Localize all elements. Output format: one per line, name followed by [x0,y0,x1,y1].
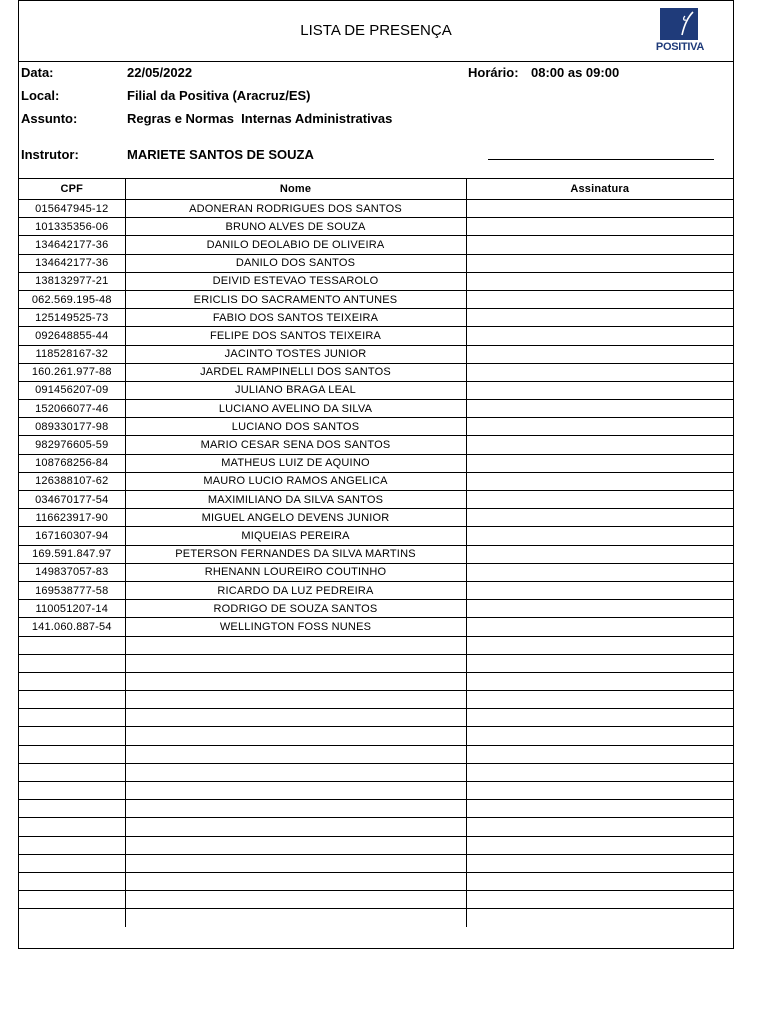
table-row [19,636,733,654]
instrutor-value: MARIETE SANTOS DE SOUZA [127,147,314,162]
nome-cell: MAXIMILIANO DA SILVA SANTOS [125,491,466,509]
assinatura-cell[interactable] [466,818,733,836]
column-header-cpf: CPF [19,178,125,200]
assinatura-cell[interactable] [466,236,733,254]
logo-text: POSITIVA [655,41,705,53]
nome-cell [125,727,466,745]
table-row [19,454,733,472]
nome-cell [125,891,466,909]
nome-cell: MATHEUS LUIZ DE AQUINO [125,454,466,472]
nome-cell: DANILO DEOLABIO DE OLIVEIRA [125,236,466,254]
table-row [19,745,733,763]
assinatura-cell[interactable] [466,600,733,618]
nome-cell: PETERSON FERNANDES DA SILVA MARTINS [125,545,466,563]
nome-cell [125,763,466,781]
assinatura-cell[interactable] [466,381,733,399]
table-row [19,854,733,872]
assinatura-cell[interactable] [466,254,733,272]
table-row [19,545,733,563]
nome-cell [125,745,466,763]
assinatura-cell[interactable] [466,436,733,454]
column-header-nome: Nome [125,178,466,200]
assinatura-cell[interactable] [466,782,733,800]
cpf-cell [19,636,125,654]
table-row [19,563,733,581]
cpf-cell: 169538777-58 [19,581,125,599]
data-label: Data: [21,65,54,80]
table-row [19,290,733,308]
nome-cell: FABIO DOS SANTOS TEIXEIRA [125,309,466,327]
cpf-cell: 125149525-73 [19,309,125,327]
table-row [19,400,733,418]
cpf-cell: 108768256-84 [19,454,125,472]
assinatura-cell[interactable] [466,836,733,854]
cpf-cell: 110051207-14 [19,600,125,618]
assinatura-cell[interactable] [466,891,733,909]
cpf-cell: 149837057-83 [19,563,125,581]
table-row [19,709,733,727]
table-row [19,672,733,690]
table-row [19,763,733,781]
assinatura-cell[interactable] [466,672,733,690]
table-row [19,200,733,218]
table-row [19,872,733,890]
table-row [19,581,733,599]
nome-cell: BRUNO ALVES DE SOUZA [125,218,466,236]
nome-cell [125,872,466,890]
assinatura-cell[interactable] [466,272,733,290]
assinatura-cell[interactable] [466,309,733,327]
cpf-cell [19,782,125,800]
table-row [19,309,733,327]
positiva-logo [649,8,711,54]
assinatura-cell[interactable] [466,545,733,563]
assinatura-cell[interactable] [466,472,733,490]
nome-cell: LUCIANO AVELINO DA SILVA [125,400,466,418]
nome-cell [125,854,466,872]
attendance-sheet [18,0,734,949]
assinatura-cell[interactable] [466,691,733,709]
cpf-cell: 116623917-90 [19,509,125,527]
table-row [19,800,733,818]
nome-cell: JARDEL RAMPINELLI DOS SANTOS [125,363,466,381]
nome-cell [125,836,466,854]
nome-cell: MIQUEIAS PEREIRA [125,527,466,545]
nome-cell: JULIANO BRAGA LEAL [125,381,466,399]
assunto-value: Regras e Normas Internas Administrativas [127,111,393,126]
column-header-assinatura: Assinatura [466,178,733,200]
assinatura-cell[interactable] [466,327,733,345]
table-row [19,527,733,545]
cpf-cell [19,836,125,854]
nome-cell: WELLINGTON FOSS NUNES [125,618,466,636]
cpf-cell: 092648855-44 [19,327,125,345]
cpf-cell: 169.591.847.97 [19,545,125,563]
nome-cell [125,672,466,690]
assinatura-cell[interactable] [466,618,733,636]
table-row [19,891,733,909]
cpf-cell [19,891,125,909]
cpf-cell [19,854,125,872]
table-row [19,254,733,272]
nome-cell [125,636,466,654]
table-row [19,345,733,363]
assinatura-cell[interactable] [466,418,733,436]
nome-cell: MARIO CESAR SENA DOS SANTOS [125,436,466,454]
nome-cell: FELIPE DOS SANTOS TEIXEIRA [125,327,466,345]
logo-mark-icon [660,8,698,40]
assinatura-cell[interactable] [466,454,733,472]
cpf-cell [19,727,125,745]
assinatura-cell[interactable] [466,727,733,745]
instructor-signature-line [488,159,714,160]
table-row [19,491,733,509]
nome-cell: LUCIANO DOS SANTOS [125,418,466,436]
nome-cell: RODRIGO DE SOUZA SANTOS [125,600,466,618]
table-row [19,327,733,345]
table-row [19,218,733,236]
table-row [19,418,733,436]
table-row [19,236,733,254]
nome-cell: MIGUEL ANGELO DEVENS JUNIOR [125,509,466,527]
cpf-cell: 167160307-94 [19,527,125,545]
nome-cell: ERICLIS DO SACRAMENTO ANTUNES [125,290,466,308]
assinatura-cell[interactable] [466,745,733,763]
cpf-cell: 118528167-32 [19,345,125,363]
table-row [19,727,733,745]
page-title: LISTA DE PRESENÇA [300,22,452,39]
attendance-table [19,178,733,927]
nome-cell [125,818,466,836]
nome-cell [125,800,466,818]
nome-cell: MAURO LUCIO RAMOS ANGELICA [125,472,466,490]
cpf-cell [19,672,125,690]
table-row [19,600,733,618]
assinatura-cell[interactable] [466,400,733,418]
cpf-cell: 015647945-12 [19,200,125,218]
table-row [19,618,733,636]
assinatura-cell[interactable] [466,527,733,545]
nome-cell [125,709,466,727]
assinatura-cell[interactable] [466,854,733,872]
data-value: 22/05/2022 [127,65,193,80]
assinatura-cell[interactable] [466,491,733,509]
cpf-cell [19,909,125,927]
instrutor-label: Instrutor: [21,147,79,162]
local-label: Local: [21,88,60,103]
cpf-cell: 062.569.195-48 [19,290,125,308]
nome-cell [125,782,466,800]
nome-cell: ADONERAN RODRIGUES DOS SANTOS [125,200,466,218]
cpf-cell [19,763,125,781]
table-row [19,654,733,672]
cpf-cell: 160.261.977-88 [19,363,125,381]
table-row [19,691,733,709]
table-row [19,436,733,454]
table-row [19,472,733,490]
assinatura-cell[interactable] [466,709,733,727]
cpf-cell: 101335356-06 [19,218,125,236]
assinatura-cell[interactable] [466,509,733,527]
assinatura-cell[interactable] [466,363,733,381]
horario-value: 08:00 as 09:00 [531,65,620,80]
cpf-cell: 134642177-36 [19,254,125,272]
cpf-cell [19,818,125,836]
assinatura-cell[interactable] [466,800,733,818]
assinatura-cell[interactable] [466,345,733,363]
table-row [19,363,733,381]
cpf-cell [19,654,125,672]
cpf-cell: 141.060.887-54 [19,618,125,636]
cpf-cell: 138132977-21 [19,272,125,290]
nome-cell [125,654,466,672]
cpf-cell: 034670177-54 [19,491,125,509]
table-row [19,381,733,399]
table-header-row [19,178,733,200]
cpf-cell: 091456207-09 [19,381,125,399]
cpf-cell [19,872,125,890]
info-block [19,61,733,179]
cpf-cell [19,709,125,727]
nome-cell [125,691,466,709]
assunto-label: Assunto: [21,111,78,126]
nome-cell: DEIVID ESTEVAO TESSAROLO [125,272,466,290]
nome-cell: JACINTO TOSTES JUNIOR [125,345,466,363]
assinatura-cell[interactable] [466,909,733,927]
table-row [19,782,733,800]
cpf-cell: 982976605-59 [19,436,125,454]
assinatura-cell[interactable] [466,290,733,308]
table-row [19,509,733,527]
cpf-cell: 152066077-46 [19,400,125,418]
table-row [19,818,733,836]
assinatura-cell[interactable] [466,654,733,672]
nome-cell [125,909,466,927]
table-row [19,909,733,927]
nome-cell: RICARDO DA LUZ PEDREIRA [125,581,466,599]
assinatura-cell[interactable] [466,636,733,654]
nome-cell: RHENANN LOUREIRO COUTINHO [125,563,466,581]
cpf-cell [19,691,125,709]
table-row [19,272,733,290]
cpf-cell: 126388107-62 [19,472,125,490]
cpf-cell [19,745,125,763]
table-row [19,836,733,854]
nome-cell: DANILO DOS SANTOS [125,254,466,272]
local-value: Filial da Positiva (Aracruz/ES) [127,88,311,103]
assinatura-cell[interactable] [466,872,733,890]
cpf-cell [19,800,125,818]
horario-label: Horário: [468,65,519,80]
assinatura-cell[interactable] [466,200,733,218]
assinatura-cell[interactable] [466,581,733,599]
assinatura-cell[interactable] [466,218,733,236]
title-row [19,1,733,62]
assinatura-cell[interactable] [466,563,733,581]
cpf-cell: 089330177-98 [19,418,125,436]
cpf-cell: 134642177-36 [19,236,125,254]
assinatura-cell[interactable] [466,763,733,781]
